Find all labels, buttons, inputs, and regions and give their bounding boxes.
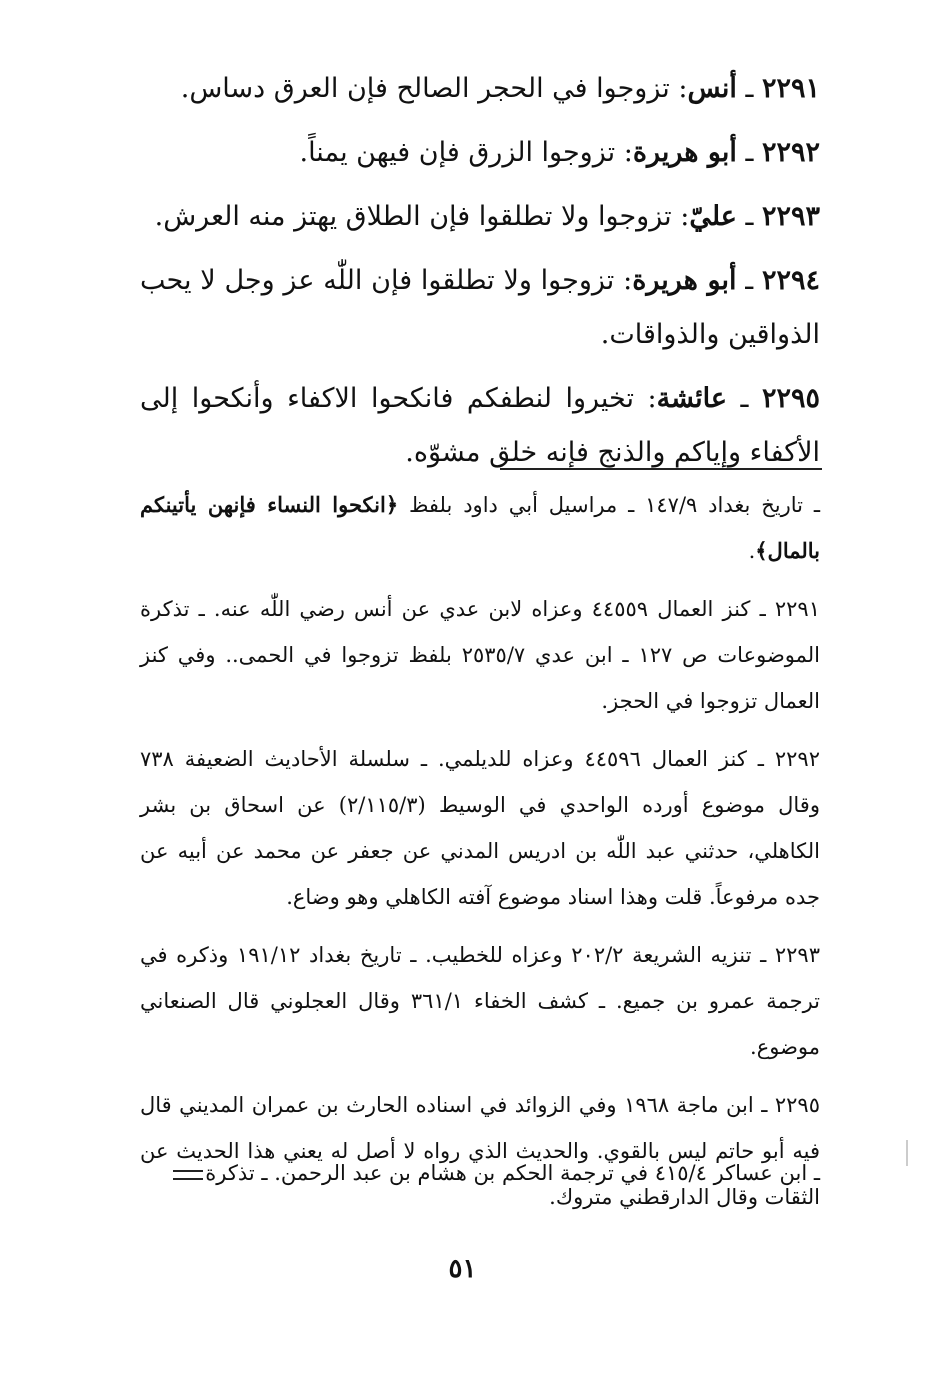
- footnote-text: ـ ابن عساكر ٤١٥/٤ في ترجمة الحكم بن هشام بن عبد الرحمن. ـ تذكرة: [205, 1161, 820, 1185]
- hadith-entry: ٢٢٩٥ ـ عائشة: تخيروا لنطفكم فانكحوا الاكفاء وأنكحوا إلى الأكفاء وإياكم والذنج فإنه خلق مشوّه.: [140, 383, 820, 468]
- hadith-entries: [140, 62, 820, 490]
- entry-number: ٢٢٩٤: [762, 265, 821, 296]
- entry-narrator: عليّ: [689, 201, 737, 232]
- footnote-text: ـ تاريخ بغداد ١٤٧/٩ ـ مراسيل أبي داود بلفظ: [409, 493, 820, 517]
- hadith-entry: ٢٢٩٢ ـ أبو هريرة: تزوجوا الزرق فإن فيهن يمناً.: [299, 137, 820, 168]
- dash: ـ: [727, 383, 749, 414]
- dash: ـ: [736, 201, 754, 232]
- entry-narrator: أنس: [687, 73, 737, 104]
- continuation-rule: [173, 1170, 203, 1180]
- entry-text: تزوجوا ولا تطلقوا فإن الطلاق يهتز منه العرش.: [154, 201, 672, 232]
- entry-text: تزوجوا في الحجر الصالح فإن العرق دساس.: [180, 73, 670, 104]
- entry-number: ٢٢٩٣: [761, 201, 820, 232]
- entry-number: ٢٢٩٢: [761, 137, 820, 168]
- footnote-quote: ﴿انكحوا النساء فإنهن يأتينكم بالمال﴾: [140, 492, 820, 563]
- footnote: ٢٢٩٥ ـ ابن ماجة ١٩٦٨ وفي الزوائد في اسناده الحارث بن عمران المديني قال فيه أبو حاتم ليس بالقوي. والحديث الذي رواه لا أصل له يعني هذا الحديث عن الثقات وقال الدارقطني متروك.: [140, 1093, 820, 1209]
- entry-text: تزوجوا ولا تطلقوا فإن اللّٰه عز وجل لا يحب الذواقين والذواقات.: [140, 265, 820, 350]
- footnote: ٢٢٩٢ ـ كنز العمال ٤٤٥٩٦ وعزاه للديلمي. ـ سلسلة الأحاديث الضعيفة ٧٣٨ وقال موضوع أورده الواحدي في الوسيط (٢/١١٥/٣) عن اسحاق بن بشر الكاهلي، حدثني عبد اللّٰه بن ادريس المدني عن جعفر عن محمد عن أبيه عن جده مرفوعاً. قلت وهذا اسناد موضوع آفته الكاهلي وهو وضاع.: [140, 747, 820, 909]
- footnote-continued: [110, 1150, 820, 1196]
- footnote-carryover: [140, 482, 820, 574]
- entry-narrator: أبو هريرة: [632, 265, 737, 296]
- entry-number: ٢٢٩٥: [761, 383, 820, 414]
- entry-narrator: عائشة: [656, 383, 728, 414]
- footnote-end: .: [748, 539, 756, 563]
- hadith-entry: ٢٢٩٤ ـ أبو هريرة: تزوجوا ولا تطلقوا فإن اللّٰه عز وجل لا يحب الذواقين والذواقات.: [140, 265, 821, 350]
- page-number: ٥١: [448, 1254, 477, 1284]
- hadith-entry: ٢٢٩٣ ـ عليّ: تزوجوا ولا تطلقوا فإن الطلاق يهتز منه العرش.: [154, 201, 820, 232]
- entry-narrator: أبو هريرة: [632, 137, 737, 168]
- footnote: ٢٢٩١ ـ كنز العمال ٤٤٥٥٩ وعزاه لابن عدي عن أنس رضي اللّٰه عنه. ـ تذكرة الموضوعات ص ١٢٧ ـ ابن عدي ٢٥٣٥/٧ بلفظ تزوجوا في الحمى.. وفي كنز العمال تزوجوا في الحجز.: [140, 597, 821, 713]
- footnote-divider: [500, 468, 822, 470]
- footnote: ٢٢٩٣ ـ تنزيه الشريعة ٢٠٢/٢ وعزاه للخطيب. ـ تاريخ بغداد ١٩١/١٢ وذكره في ترجمة عمرو بن جميع. ـ كشف الخفاء ٣٦١/١ وقال العجلوني قال الصنعاني موضوع.: [140, 943, 821, 1059]
- entry-text: تخيروا لنطفكم فانكحوا الاكفاء وأنكحوا إلى الأكفاء وإياكم والذنج فإنه خلق مشوّه.: [140, 383, 820, 468]
- scan-mark: [906, 1140, 908, 1166]
- footnotes: [140, 482, 820, 1232]
- entry-text: تزوجوا الزرق فإن فيهن يمناً.: [299, 137, 616, 168]
- dash: ـ: [736, 73, 754, 104]
- dash: ـ: [736, 137, 754, 168]
- entry-number: ٢٢٩١: [761, 73, 820, 104]
- hadith-entry: ٢٢٩١ ـ أنس: تزوجوا في الحجر الصالح فإن العرق دساس.: [180, 73, 820, 104]
- dash: ـ: [736, 265, 754, 296]
